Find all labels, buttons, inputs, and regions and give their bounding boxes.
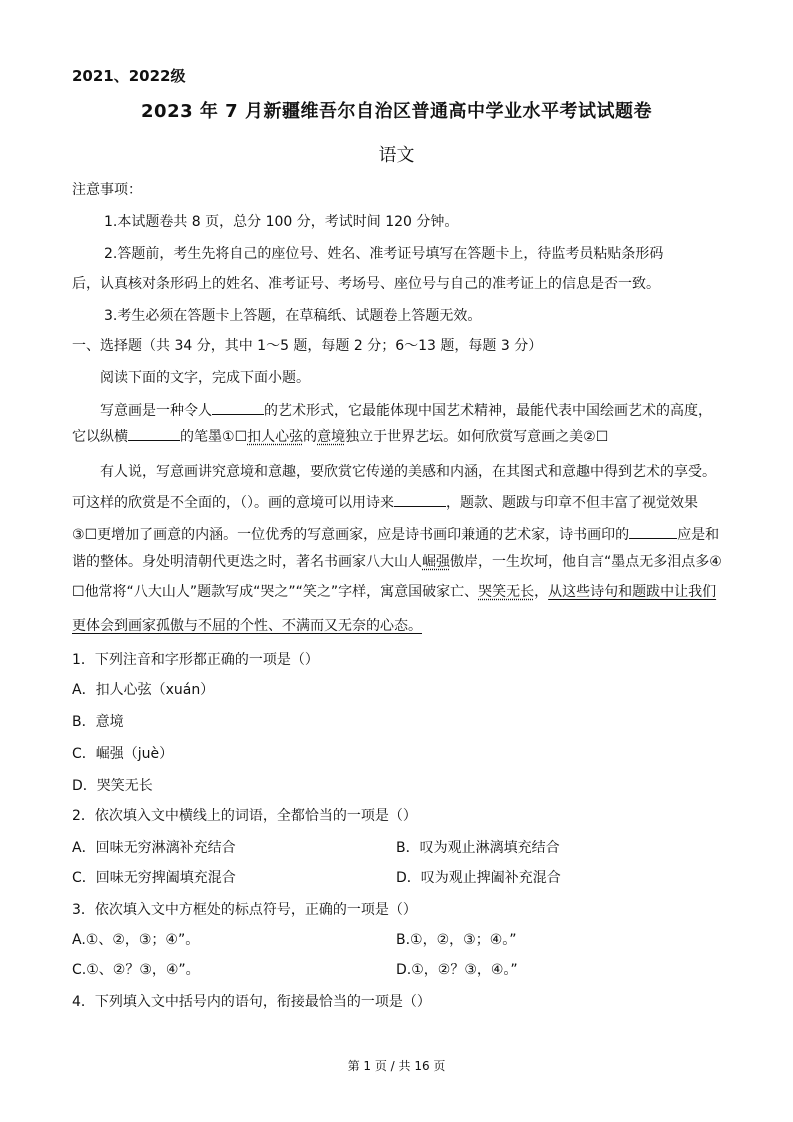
q1-option-b: B．意境 [72, 714, 124, 730]
passage-text: 从这些诗句和题跋中让我们 [548, 584, 717, 600]
passage-text: 应是和 [677, 527, 720, 543]
q2-option-d: D．叹为观止捭阖补充混合 [396, 870, 561, 886]
question-1: 1．下列注音和字形都正确的一项是（） [72, 652, 319, 668]
q2-option-b: B．叹为观止淋漓填充结合 [396, 840, 560, 856]
subject-title: 语文 [378, 145, 415, 166]
passage-text: 可这样的欣赏是不全面的，（）。画的意境可以用诗来 [72, 495, 394, 511]
passage-line [72, 524, 719, 545]
q3-option-b: B.①，②，③；④。” [396, 932, 517, 948]
passage-text: 独立于世界艺坛。如何欣赏写意画之美② [345, 429, 596, 445]
grade-label: 2021、2022级 [72, 67, 186, 85]
q3-option-c: C.①、②？③，④”。 [72, 962, 200, 978]
passage-line: 有人说，写意画讲究意境和意趣，要欣赏它传递的美感和内涵，在其图式和意趣中得到艺术的享受。 [100, 464, 716, 480]
passage-line [72, 552, 722, 572]
passage-line [72, 582, 716, 602]
box-2: ☐ [595, 429, 609, 445]
passage-text: 谐的整体。身处明清朝代更迭之时，著名书画家八大山人 [72, 554, 422, 570]
blank-1 [212, 400, 264, 415]
reading-instruction: 阅读下面的文字，完成下面小题。 [100, 370, 310, 386]
passage-text: 的艺术形式，它最能体现中国艺术精神，最能代表中国绘画艺术的高度， [264, 403, 712, 419]
question-3: 3．依次填入文中方框处的标点符号，正确的一项是（） [72, 902, 417, 918]
passage-line: 更体会到画家孤傲与不屈的个性、不满而又无奈的心态。 [72, 618, 422, 634]
passage-text: 的笔墨① [180, 429, 235, 445]
q2-option-c: C．回味无穷捭阖填充混合 [72, 870, 236, 886]
question-4: 4．下列填入文中括号内的语句，衔接最恰当的一项是（） [72, 994, 431, 1010]
passage-text: 更增加了画意的内涵。一位优秀的写意画家，应是诗书画印兼通的艺术家，诗书画印的 [97, 527, 630, 543]
notice-heading: 注意事项： [72, 182, 142, 198]
blank-4 [629, 524, 677, 539]
passage-text: ③ [72, 527, 85, 543]
blank-3 [394, 492, 446, 507]
notice-item-2-line-1: 2.答题前，考生先将自己的座位号、姓名、准考证号填写在答题卡上，待监考员粘贴条形码 [104, 246, 664, 262]
passage-text: 意境 [317, 429, 346, 445]
passage-text: ，题款、题跋与印章不但丰富了视觉效果 [446, 495, 698, 511]
passage-text: 的 [303, 429, 318, 445]
box-4: ☐ [72, 584, 85, 600]
box-3: ☐ [84, 527, 98, 543]
blank-2 [128, 426, 180, 441]
q1-option-d: D．哭笑无长 [72, 778, 153, 794]
box-1: ☐ [234, 429, 248, 445]
passage-text: ， [534, 584, 549, 600]
passage-line [72, 426, 608, 447]
notice-item-3: 3.考生必须在答题卡上答题，在草稿纸、试题卷上答题无效。 [104, 308, 482, 324]
section-heading: 一、选择题（共 34 分，其中 1～5 题，每题 2 分；6～13 题，每题 3 分） [72, 338, 543, 354]
q3-option-a: A.①、②，③；④”。 [72, 932, 200, 948]
passage-line [100, 400, 712, 421]
q3-option-d: D.①，②？③，④。” [396, 962, 518, 978]
passage-text: 哭笑无长 [478, 584, 535, 600]
passage-text: 傲岸，一生坎坷，他自言“墨点无多泪点多④ [450, 554, 722, 570]
exam-title: 2023 年 7 月新疆维吾尔自治区普通高中学业水平考试试题卷 [141, 101, 652, 122]
q1-option-a: A．扣人心弦（xuán） [72, 682, 215, 698]
question-2: 2．依次填入文中横线上的词语，全都恰当的一项是（） [72, 808, 417, 824]
passage-text: 崛强 [422, 554, 450, 570]
passage-text: 他常将“八大山人”题款写成“哭之”“笑之”字样，寓意国破家亡、 [84, 584, 479, 600]
page-footer: 第 1 页 / 共 16 页 [347, 1059, 446, 1073]
q1-option-c: C．崛强（juè） [72, 746, 174, 762]
passage-line [72, 492, 698, 513]
notice-item-1: 1.本试题卷共 8 页，总分 100 分，考试时间 120 分钟。 [104, 214, 459, 230]
passage-text: 它以纵横 [72, 429, 128, 445]
passage-text: 写意画是一种令人 [100, 403, 212, 419]
q2-option-a: A．回味无穷淋漓补充结合 [72, 840, 236, 856]
passage-text: 扣人心弦 [247, 429, 304, 445]
notice-item-2-line-2: 后，认真核对条形码上的姓名、准考证号、考场号、座位号与自己的准考证上的信息是否一致。 [72, 276, 660, 292]
